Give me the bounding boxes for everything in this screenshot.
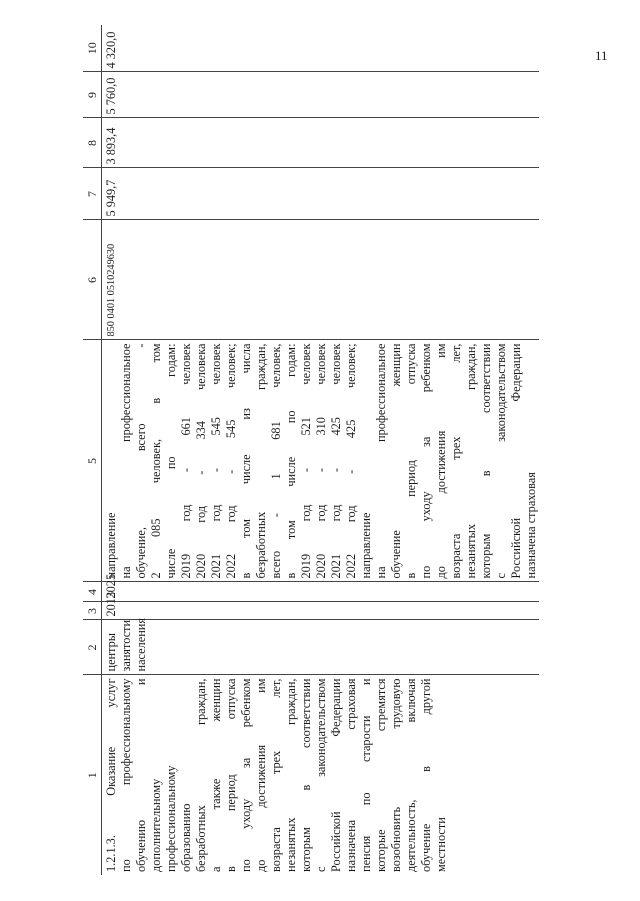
column-header: 9 — [83, 72, 102, 118]
text-line: 2020 год - 334 человека — [194, 343, 208, 579]
text-line: безработных граждан, — [254, 343, 268, 579]
end-year-cell: 2025 — [102, 582, 540, 602]
column-header: 6 — [83, 220, 102, 340]
text-line: образованию — [179, 803, 193, 872]
start-year-cell: 2013 — [102, 602, 540, 620]
budget-code-cell: 850 0401 0510249630 — [102, 220, 540, 340]
page-number: 11 — [595, 48, 608, 63]
executor-cell — [102, 617, 540, 675]
text-line: 1.2.1.3. Оказание услуг — [104, 678, 118, 872]
text-line: 2019 год - 521 человек — [299, 343, 313, 579]
text-line: в период отпуска — [224, 678, 238, 872]
text-line: в период отпуска — [404, 343, 418, 579]
text-line: Российской Федерации — [509, 343, 523, 579]
text-line: в том числе по годам: — [284, 343, 298, 579]
text-line: направление — [359, 512, 373, 579]
amount-cell-10: 4 320,0 — [102, 25, 540, 72]
text-line: возраста трех лет, — [269, 678, 283, 872]
text-line: направление — [104, 512, 118, 579]
text-line: обучение женщин — [389, 343, 403, 579]
text-line: занятости — [119, 619, 133, 672]
amount-cell-9: 5 760,0 — [102, 72, 540, 118]
column-header: 5 — [83, 340, 102, 582]
text-line: возобновить трудовую — [389, 678, 403, 872]
text-line: которые стремятся — [374, 678, 388, 872]
text-line: 2021 год - 425 человек — [329, 343, 343, 579]
text-line: 2022 год - 545 человек; — [224, 343, 238, 579]
text-line: 2021 год - 545 человек — [209, 343, 223, 579]
column-header: 8 — [83, 118, 102, 168]
text-line: с законодательством — [494, 343, 508, 579]
text-line: на профессиональное — [119, 343, 133, 579]
text-line: 2022 год - 425 человек; — [344, 343, 358, 579]
text-line: центры — [104, 632, 118, 672]
column-header: 4 — [83, 582, 102, 602]
amount-cell-7: 5 949,7 — [102, 168, 540, 220]
text-line: местности — [434, 817, 448, 872]
text-line: Российской Федерации — [329, 678, 343, 872]
text-line: профессиональному — [164, 765, 178, 872]
text-line: до достижения им — [434, 343, 448, 579]
rotated-table-wrapper — [83, 25, 623, 875]
text-line: которым в соответствии — [479, 343, 493, 579]
text-line: на профессиональное — [374, 343, 388, 579]
text-line: назначена страховая — [524, 472, 538, 579]
text-line: до достижения им — [254, 678, 268, 872]
amount-cell-8: 3 893,4 — [102, 118, 540, 168]
text-line: по уходу за ребенком — [239, 678, 253, 872]
text-line: которым в соответствии — [299, 678, 313, 872]
table-row — [102, 25, 540, 875]
column-header: 2 — [83, 620, 102, 675]
text-line: в том числе из числа — [239, 343, 253, 579]
text-line: незанятых граждан, — [284, 678, 298, 872]
column-header: 7 — [83, 168, 102, 220]
text-line: обучение, всего - — [134, 343, 148, 579]
header-row — [83, 25, 102, 875]
text-line: 2019 год - 661 человек — [179, 343, 193, 579]
text-line: по профессиональному — [119, 678, 133, 872]
text-line: возраста трех лет, — [449, 343, 463, 579]
text-line: 2020 год - 310 человек — [314, 343, 328, 579]
text-line: населения — [134, 617, 148, 672]
column-header: 3 — [83, 602, 102, 620]
text-line: с законодательством — [314, 678, 328, 872]
text-line: всего - 1 681 человек, — [269, 343, 283, 579]
budget-table — [83, 25, 539, 875]
text-line: по уходу за ребенком — [419, 343, 433, 579]
text-line: деятельность, включая — [404, 678, 418, 872]
text-line: дополнительному — [149, 778, 163, 872]
text-line: незанятых граждан, — [464, 343, 478, 579]
column-header: 10 — [83, 25, 102, 72]
text-line: назначена страховая — [344, 678, 358, 872]
measure-description-cell — [102, 675, 540, 875]
text-line: безработных граждан, — [194, 678, 208, 872]
text-line: 2 085 человек, в том — [149, 343, 163, 579]
expected-result-cell — [102, 340, 540, 582]
text-line: числе по годам: — [164, 343, 178, 579]
column-header: 1 — [83, 675, 102, 875]
text-line: пенсия по старости и — [359, 678, 373, 872]
text-line: обучение в другой — [419, 678, 433, 872]
text-line: а также женщин — [209, 678, 223, 872]
text-line: обучению и — [134, 678, 148, 872]
